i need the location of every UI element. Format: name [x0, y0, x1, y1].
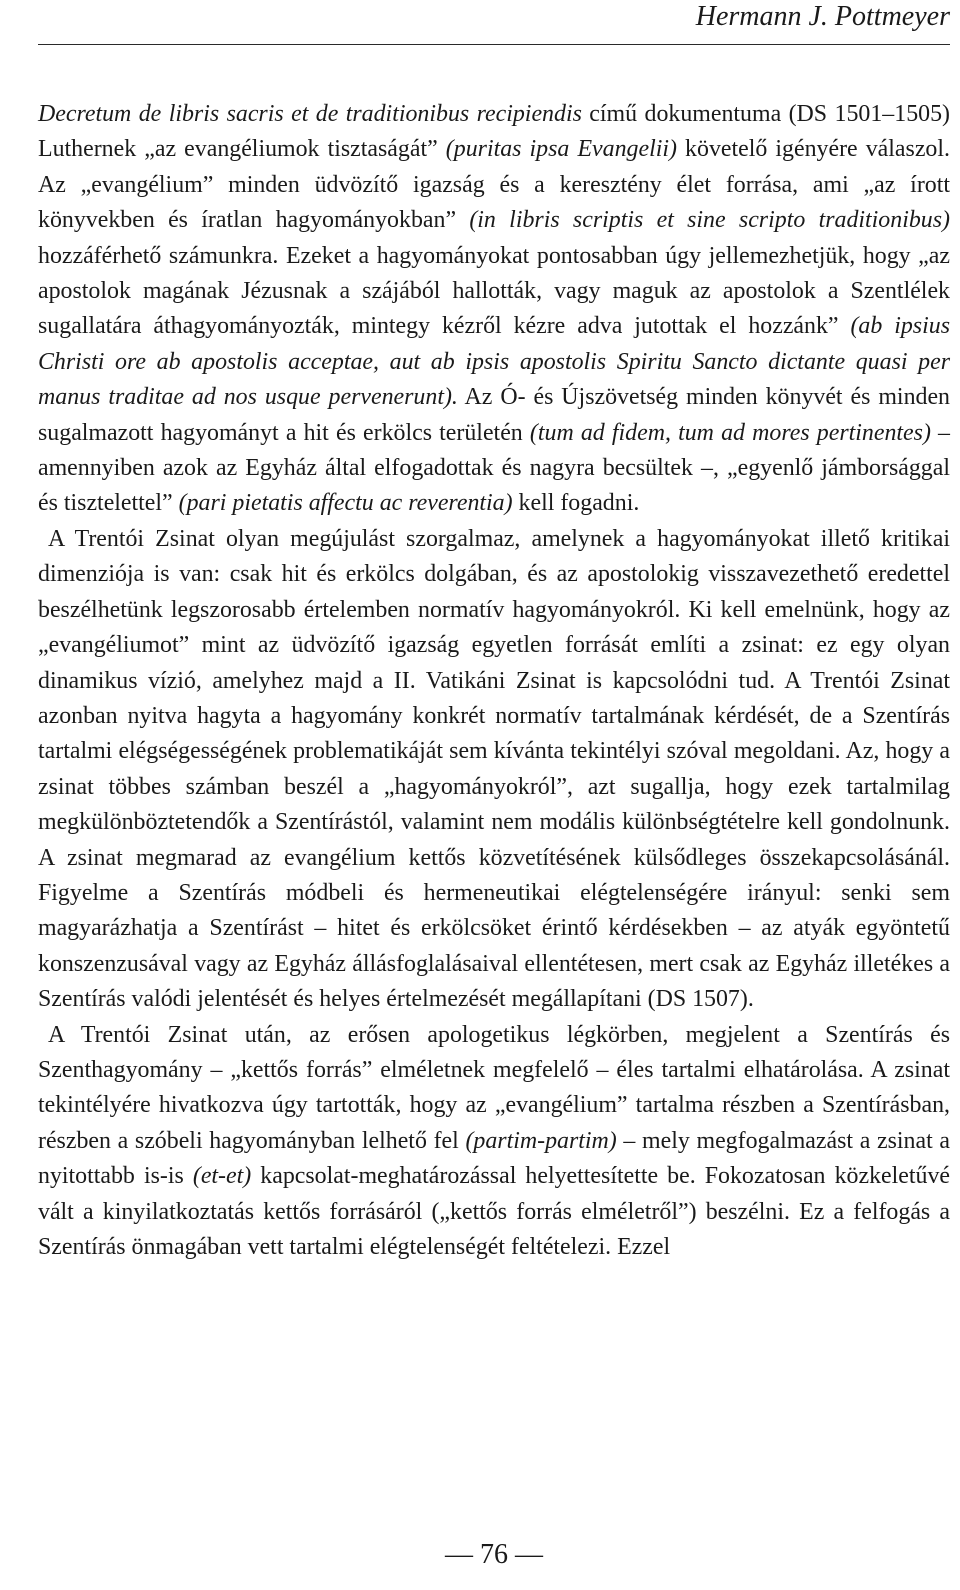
- latin-quote: (partim-partim): [465, 1127, 617, 1154]
- paragraph-2: [38, 522, 950, 1018]
- book-page: [38, 0, 950, 1590]
- header-rule: [38, 44, 950, 45]
- text-run: Az Ó- és Újszövetség minden könyvét és minden sugalmazott hagyományt a hit és erkölcs területén: [38, 384, 951, 446]
- latin-quote: (puritas ipsa Evangelii): [445, 136, 677, 163]
- text-run: című dokumentuma (DS 1501–1505) Luthernek „az evangéliumok tisztaságát”: [38, 101, 950, 163]
- paragraph-1: [38, 97, 950, 522]
- body-text: [38, 97, 950, 1265]
- latin-quote: (in libris scriptis et sine scripto traditionibus): [469, 207, 950, 234]
- text-run: – amennyiben azok az Egyház által elfogadottak és nagyra becsültek –, „egyenlő jámborsággal és tisztelettel”: [38, 419, 951, 517]
- text-run: kapcsolat-meghatározással helyettesítette be. Fokozatosan közkeletűvé vált a kinyilatkoztatás kettős forrásáról („kettős forrás elméletről”) beszélni. Ez a felfogás a Szentírás önmagában vett tartalmi elégtelenségét feltételezi. Ezzel: [38, 1163, 950, 1260]
- text-run: – mely megfogalmazást a zsinat a nyitottabb is-is: [38, 1127, 950, 1190]
- text-run: kell fogadni.: [512, 490, 640, 517]
- latin-quote: (et-et): [192, 1163, 252, 1190]
- text-run: hozzáférhető számunkra. Ezeket a hagyományokat pontosabban úgy jellemezhetjük, hogy „az apostolok magának Jézusnak a szájából hallották, vagy maguk az apostolok a Szentlélek sugallatára áthagyományozták, mintegy kézről kézre adva jutottak el hozzánk”: [38, 242, 950, 340]
- latin-quote: Decretum de libris sacris et de traditionibus recipiendis: [38, 101, 582, 127]
- text-run: követelő igényére válaszol. Az „evangélium” minden üdvözítő igazság és a keresztény élet forrása, ami „az írott könyvekben és íratlan hagyományokban”: [38, 136, 950, 234]
- paragraph-3: [38, 1018, 950, 1266]
- running-head-author: Hermann J. Pottmeyer: [695, 1, 950, 32]
- page-number: — 76 —: [445, 1539, 543, 1570]
- latin-quote: (pari pietatis affectu ac reverentia): [178, 490, 513, 517]
- text-run: A Trentói Zsinat olyan megújulást szorgalmaz, amelynek a hagyományokat illető kritikai dimenziója is van: csak hit és erkölcs dolgában, és az apostolokig visszavezethető eredettel beszélhetünk legszorosabb értelemben normatív hagyományokról. Ki kell emelnünk, hogy az „evangéliumot” mint az üdvözítő igazság egyetlen forrását említi a zsinat: ez egy olyan dinamikus vízió, amelyhez majd a II. Vatikáni Zsinat is kapcsolódni tud. A Trentói Zsinat azonban nyitva hagyta a hagyomány konkrét normatív tartalmának kérdését, de a Szentírás tartalmi elégségességének problematikáját sem kívánta tekintélyi szóval megoldani. Az, hogy a zsinat többes számban beszél a „hagyományokról”, azt sugallja, hogy ezek tartalmilag megkülönböztetendők a Szentírástól, valamint nem modális különbségtételre kell gondolnunk. A zsinat megmarad az evangélium kettős közvetítésének külsődleges összekapcsolásánál. Figyelme a Szentírás módbeli és hermeneutikai elégtelenségére irányul: senki sem magyarázhatja a Szentírást – hitet és erkölcsöket érintő kérdésekben – az atyák egyöntetű konszenzusával vagy az Egyház állásfoglalásaival ellentétesen, mert csak az Egyház illetékes a Szentírás valódi jelentését és helyes értelmezését megállapítani (DS 1507).: [38, 525, 950, 1013]
- latin-quote: (tum ad fidem, tum ad mores pertinentes): [529, 419, 931, 446]
- latin-quote: (ab ipsius Christi ore ab apostolis acceptae, aut ab ipsis apostolis Spiritu Sancto dictante quasi per manus traditae ad nos usque pervenerunt).: [38, 313, 950, 411]
- text-run: A Trentói Zsinat után, az erősen apologetikus légkörben, megjelent a Szentírás és Szenthagyomány – „kettős forrás” elméletnek megfelelő – éles tartalmi elhatárolása. A zsinat tekintélyére hivatkozva úgy tartották, hogy az „evangélium” tartalma részben a Szentírásban, részben a szóbeli hagyományban lelhető fel: [38, 1021, 950, 1154]
